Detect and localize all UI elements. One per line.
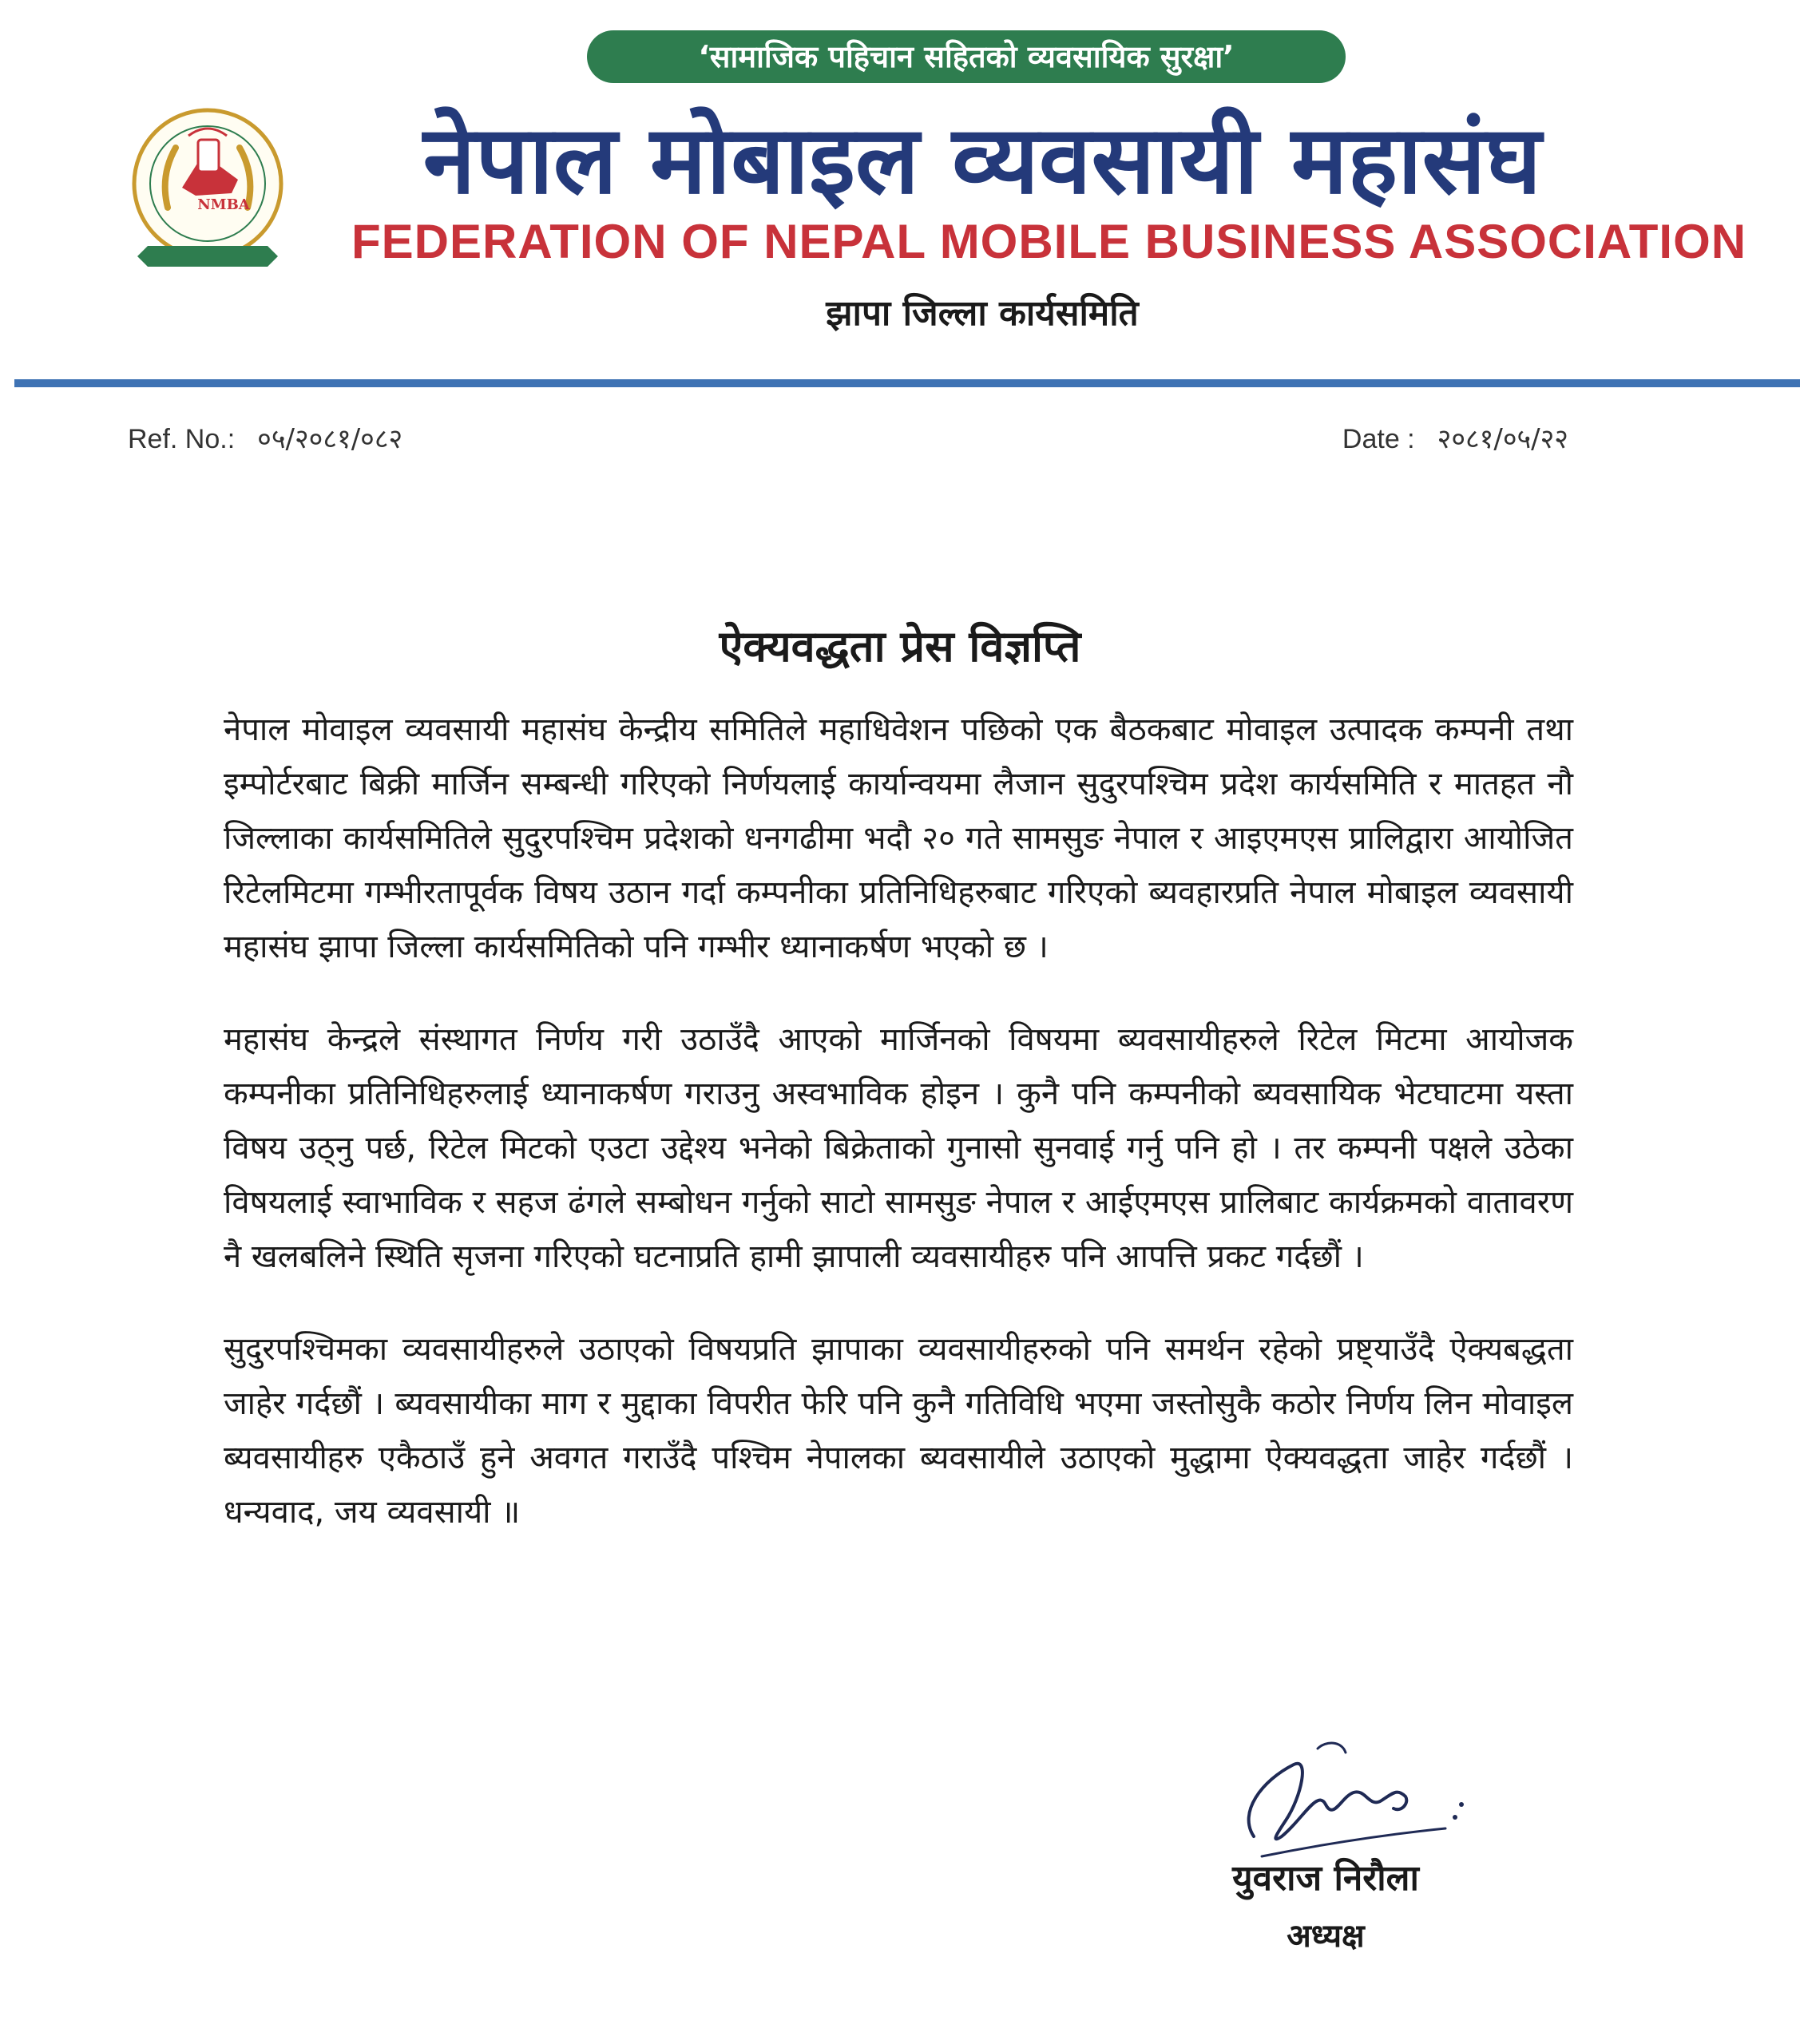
org-name-english: FEDERATION OF NEPAL MOBILE BUSINESS ASSOCIATION	[351, 215, 1747, 268]
press-release-body	[224, 703, 1573, 1578]
paragraph: नेपाल मोवाइल व्यवसायी महासंघ केन्द्रीय समितिले महाधिवेशन पछिको एक बैठकबाट मोवाइल उत्पादक कम्पनी तथा इम्पोर्टरबाट बिक्री मार्जिन सम्बन्धी गरिएको निर्णयलाई कार्यान्वयमा लैजान सुदुरपश्चिम प्रदेश कार्यसमिति र मातहत नौ जिल्लाका कार्यसमितिले सुदुरपश्चिम प्रदेशको धनगढीमा भदौ २० गते सामसुङ नेपाल र आइएमएस प्रालिद्वारा आयोजित रिटेलमिटमा गम्भीरतापूर्वक विषय उठान गर्दा कम्पनीका प्रतिनिधिहरुबाट गरिएको ब्यवहारप्रति नेपाल मोबाइल व्यवसायी महासंघ झापा जिल्ला कार्यसमितिको पनि गम्भीर ध्यानाकर्षण भएको छ ।	[224, 711, 1573, 965]
date-label: Date :	[1342, 424, 1415, 454]
logo-text: NMBA	[197, 196, 250, 213]
header-divider	[14, 379, 1800, 387]
association-logo	[120, 104, 295, 279]
reference-number	[128, 419, 402, 456]
district-committee: झापा जिल्ला कार्यसमिति	[826, 293, 1139, 334]
document-date	[1342, 419, 1568, 456]
slogan-banner: ‘सामाजिक पहिचान सहितको व्यवसायिक सुरक्षा’	[587, 30, 1346, 83]
press-release-title: ऐक्यवद्धता प्रेस विज्ञप्ति	[719, 621, 1081, 671]
org-name-nepali: नेपाल मोबाइल व्यवसायी महासंघ	[422, 105, 1542, 215]
signatory-title: अध्यक्ष	[1287, 1918, 1365, 1955]
logo-emblem-icon	[120, 104, 295, 279]
paragraph: महासंघ केन्द्रले संस्थागत निर्णय गरी उठाउँदै आएको मार्जिनको विषयमा ब्यवसायीहरुले रिटेल मिटमा आयोजक कम्पनीका प्रतिनिधिहरुलाई ध्यानाकर्षण गराउनु अस्वभाविक होइन । कुनै पनि कम्पनीको ब्यवसायिक भेटघाटमा यस्ता विषय उठ्नु पर्छ, रिटेल मिटको एउटा उद्देश्य भनेको बिक्रेताको गुनासो सुनवाई गर्नु पनि हो । तर कम्पनी पक्षले उठेका विषयलाई स्वाभाविक र सहज ढंगले सम्बोधन गर्नुको साटो सामसुङ नेपाल र आईएमएस प्रालिबाट कार्यक्रमको वातावरण नै खलबलिने स्थिति सृजना गरिएको घटनाप्रति हामी झापाली व्यवसायीहरु पनि आपत्ति प्रकट गर्दछौं ।	[224, 1021, 1574, 1275]
ref-label: Ref. No.:	[128, 424, 236, 454]
paragraph: सुदुरपश्चिमका व्यवसायीहरुले उठाएको विषयप्रति झापाका व्यवसायीहरुको पनि समर्थन रहेको प्रष्ट्याउँदै ऐक्यबद्धता जाहेर गर्दछौं । ब्यवसायीका माग र मुद्दाका विपरीत फेरि पनि कुनै गतिविधि भएमा जस्तोसुकै कठोर निर्णय लिन मोवाइल ब्यवसायीहरु एकैठाउँ हुने अवगत गराउँदै पश्चिम नेपालका ब्यवसायीले उठाएको मुद्धामा ऐक्यवद्धता जाहेर गर्दछौं । धन्यवाद, जय व्यवसायी ॥	[224, 1331, 1573, 1531]
date-value: २०८१/०५/२२	[1437, 423, 1568, 455]
signatory-name: युवराज निरौला	[1232, 1858, 1419, 1899]
ref-value: ०५/२०८१/०८२	[257, 423, 403, 455]
